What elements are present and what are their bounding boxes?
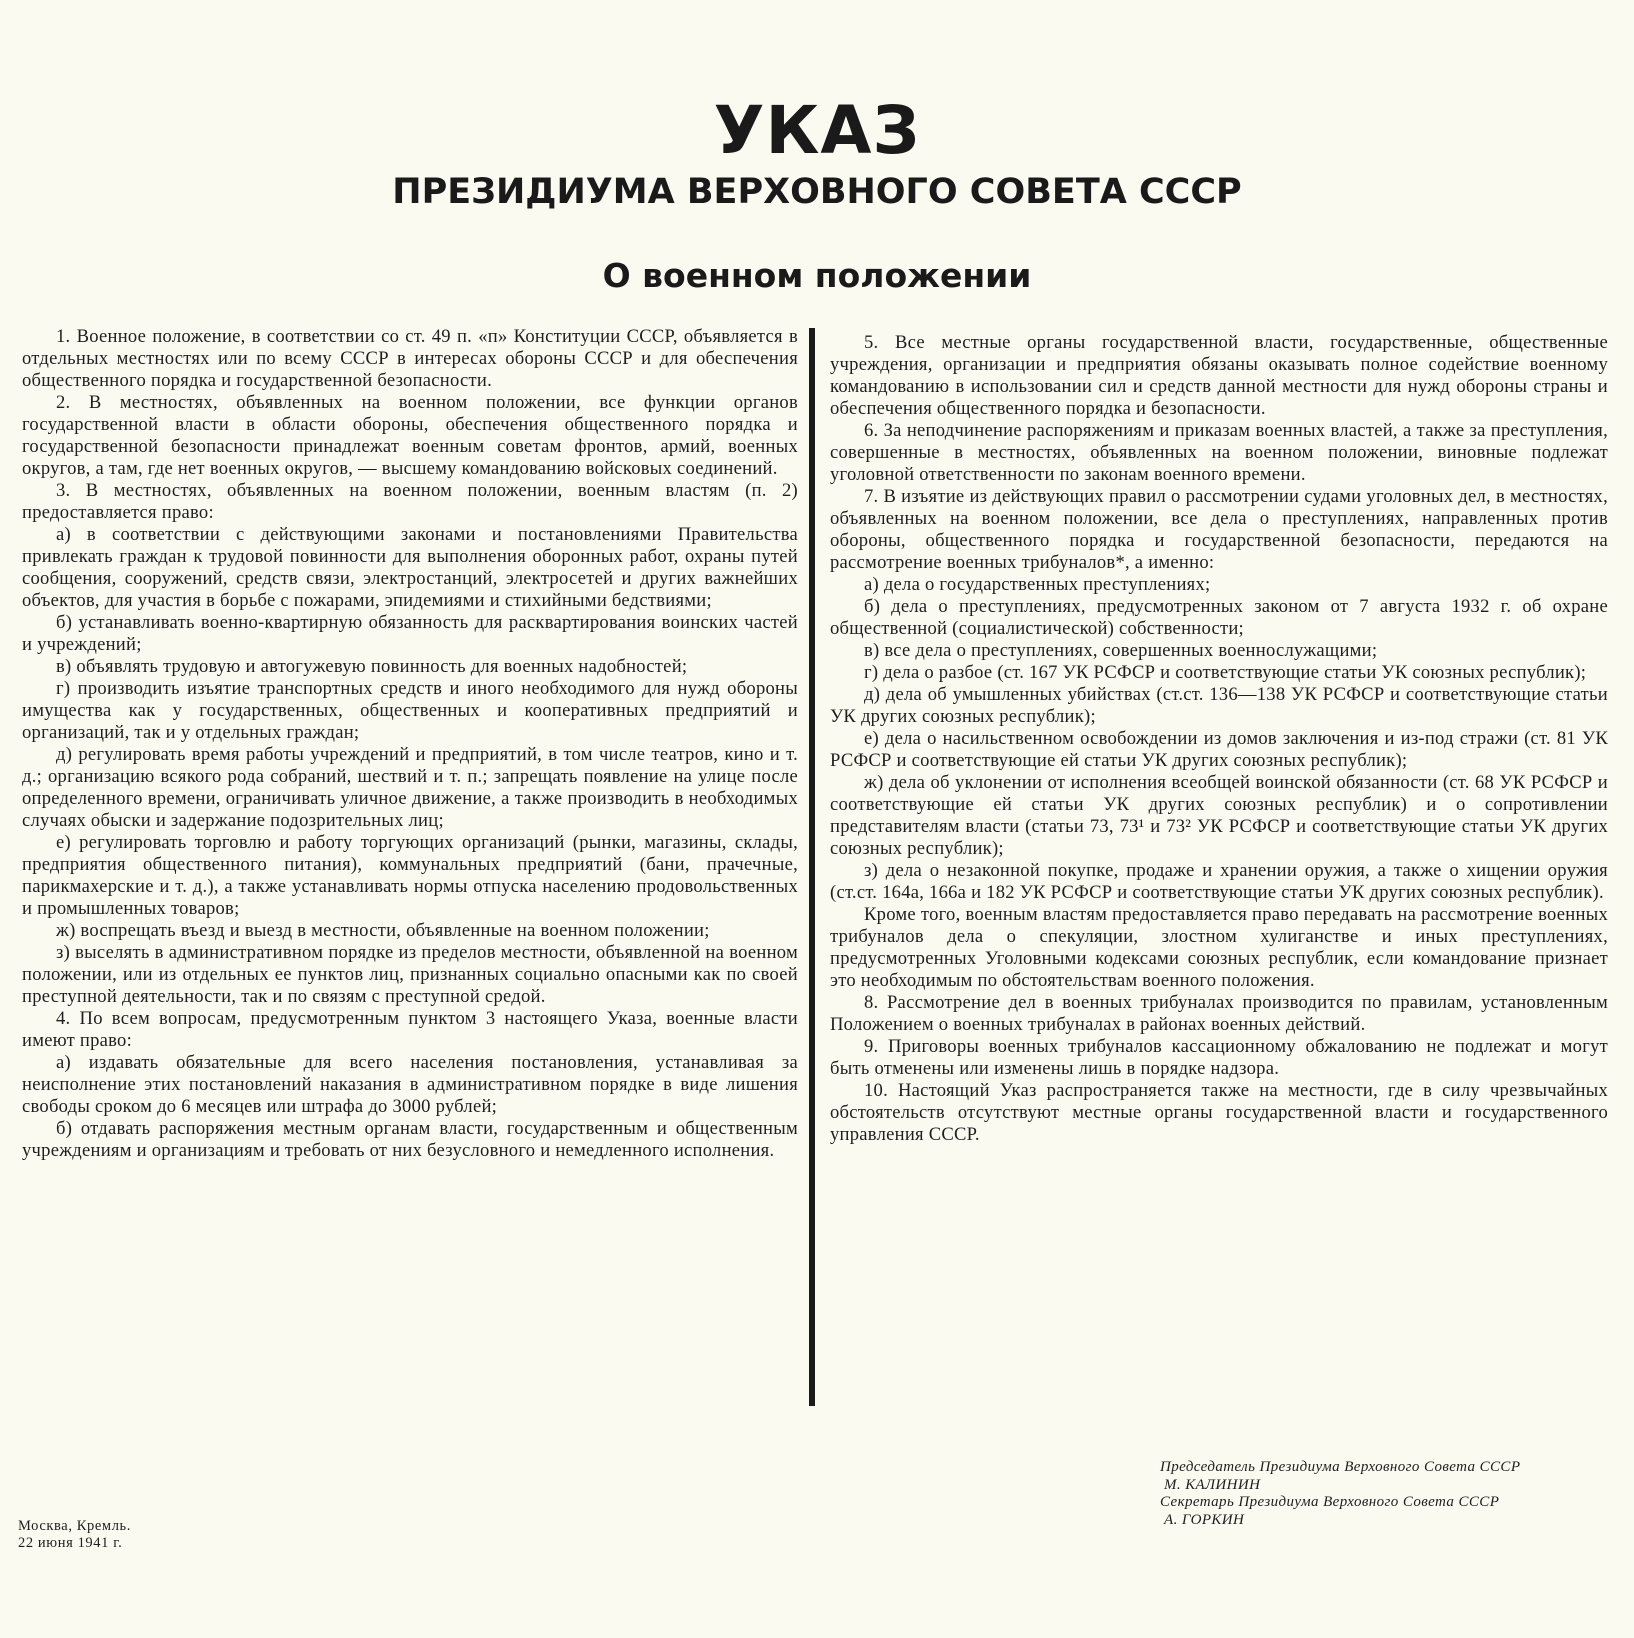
signatures	[1160, 1459, 1520, 1529]
paragraph: Кроме того, военным властям предоставляется право передавать на рассмотрение военных трибуналов дела о спекуляции, злостном хулиганстве и иных преступлениях, предусмотренных Уголовными кодексами союзных республик, если командование признает это необходимым по обстоятельствам военного положения.	[830, 904, 1608, 991]
paragraph: 8. Рассмотрение дел в военных трибуналах производится по правилам, установленным Положением о военных трибуналах в районах военных действий.	[830, 992, 1608, 1035]
paragraph: е) дела о насильственном освобождении из домов заключения и из-под стражи (ст. 81 УК РСФСР и соответствующие ей статьи УК других союзных республик);	[830, 728, 1608, 771]
secretary-title: Секретарь Президиума Верховного Совета СССР	[1160, 1494, 1500, 1510]
paragraph: ж) дела об уклонении от исполнения всеобщей воинской обязанности (ст. 68 УК РСФСР и соответствующие ей статьи УК других союзных республик) и о сопротивлении представителям власти (статьи 73, 73¹ и 73² УК РСФСР и соответствующие статьи УК других союзных республик);	[830, 772, 1608, 859]
paragraph: 9. Приговоры военных трибуналов кассационному обжалованию не подлежат и могут быть отменены или изменены лишь в порядке надзора.	[830, 1036, 1608, 1079]
paragraph: ж) воспрещать въезд и выезд в местности, объявленные на военном положении;	[56, 920, 710, 941]
paragraph: 10. Настоящий Указ распространяется также на местности, где в силу чрезвычайных обстоятельств отсутствуют местные органы государственной власти и государственного управления СССР.	[830, 1080, 1608, 1145]
place-and-date	[18, 1518, 131, 1552]
paragraph: б) отдавать распоряжения местным органам власти, государственным и общественным учреждениям и организациям и требовать от них безусловного и немедленного исполнения.	[22, 1118, 798, 1161]
paragraph: а) дела о государственных преступлениях;	[864, 574, 1211, 595]
right-column	[830, 332, 1608, 1146]
date: 22 июня 1941 г.	[18, 1535, 123, 1551]
secretary-name: А. ГОРКИН	[1164, 1511, 1245, 1528]
paragraph: б) устанавливать военно-квартирную обязанность для расквартирования воинских частей и учреждений;	[22, 612, 798, 655]
document-header	[0, 92, 1634, 296]
paragraph: а) в соответствии с действующими законами и постановлениями Правительства привлекать граждан к трудовой повинности для выполнения оборонных работ, охраны путей сообщения, сооружений, средств связи, электростанций, электросетей и других важнейших объектов, для участия в борьбе с пожарами, эпидемиями и стихийными бедствиями;	[22, 524, 798, 611]
document-subtitle: ПРЕЗИДИУМА ВЕРХОВНОГО СОВЕТА СССР	[392, 172, 1242, 212]
paragraph: 2. В местностях, объявленных на военном положении, все функции органов государственной власти в области обороны, обеспечения общественного порядка и государственной безопасности принадлежат военным советам фронтов, армий, военных округов, а там, где нет военных округов, — высшему командованию войсковых соединений.	[22, 392, 798, 479]
paragraph: д) регулировать время работы учреждений и предприятий, в том числе театров, кино и т. д.; организацию всякого рода собраний, шествий и т. п.; запрещать появление на улице после определенного времени, ограничивать уличное движение, а также производить в необходимых случаях обыски и задержание подозрительных лиц;	[22, 744, 798, 831]
paragraph: г) производить изъятие транспортных средств и иного необходимого для нужд обороны имущества как у государственных, общественных и кооперативных предприятий и организаций, так и у отдельных граждан;	[22, 678, 798, 743]
paragraph: з) выселять в административном порядке из пределов местности, объявленной на военном положении, или из отдельных ее пунктов лиц, признанных социально опасными как по своей преступной деятельности, так и по связям с преступной средой.	[22, 942, 798, 1007]
paragraph: 4. По всем вопросам, предусмотренным пунктом 3 настоящего Указа, военные власти имеют право:	[22, 1008, 798, 1051]
paragraph: а) издавать обязательные для всего населения постановления, устанавливая за неисполнение этих постановлений наказания в административном порядке в виде лишения свободы сроком до 6 месяцев или штрафа до 3000 рублей;	[22, 1052, 798, 1117]
paragraph: з) дела о незаконной покупке, продаже и хранении оружия, а также о хищении оружия (ст.ст. 164а, 166а и 182 УК РСФСР и соответствующие статьи УК других союзных республик).	[830, 860, 1608, 903]
paragraph: г) дела о разбое (ст. 167 УК РСФСР и соответствующие статьи УК союзных республик);	[864, 662, 1587, 683]
chairman-name: М. КАЛИНИН	[1164, 1476, 1261, 1493]
paragraph: 1. Военное положение, в соответствии со ст. 49 п. «п» Конституции СССР, объявляется в отдельных местностях или по всему СССР в интересах обороны СССР и для обеспечения общественного порядка и государственной безопасности.	[22, 326, 798, 391]
paragraph: д) дела об умышленных убийствах (ст.ст. 136—138 УК РСФСР и соответствующие статьи УК других союзных республик);	[830, 684, 1608, 727]
document-title: УКАЗ	[713, 92, 921, 169]
chairman-title: Председатель Президиума Верховного Совета СССР	[1160, 1459, 1521, 1475]
paragraph: в) объявлять трудовую и автогужевую повинность для военных надобностей;	[56, 656, 688, 677]
paragraph: б) дела о преступлениях, предусмотренных законом от 7 августа 1932 г. об охране общественной (социалистической) собственности;	[830, 596, 1608, 639]
paragraph: 3. В местностях, объявленных на военном положении, военным властям (п. 2) предоставляется право:	[22, 480, 798, 523]
paragraph: 7. В изъятие из действующих правил о рассмотрении судами уголовных дел, в местностях, объявленных на военном положении, все дела о преступлениях, направленных против обороны, общественного порядка и государственной безопасности, передаются на рассмотрение военных трибуналов*, а именно:	[830, 486, 1608, 573]
left-column	[22, 326, 798, 1162]
document-topic: О военном положении	[602, 256, 1032, 295]
paragraph: 5. Все местные органы государственной власти, государственные, общественные учреждения, организации и предприятия обязаны оказывать полное содействие военному командованию в использовании сил и средств данной местности для нужд обороны страны и обеспечения общественного порядка и безопасности.	[830, 332, 1608, 419]
column-divider	[809, 328, 815, 1406]
paragraph: 6. За неподчинение распоряжениям и приказам военных властей, а также за преступления, совершенные в местностях, объявленных на военном положении, виновные подлежат уголовной ответственности по законам военного времени.	[830, 420, 1608, 485]
paragraph: в) все дела о преступлениях, совершенных военнослужащими;	[864, 640, 1378, 661]
paragraph: е) регулировать торговлю и работу торгующих организаций (рынки, магазины, склады, предприятия общественного питания), коммунальных предприятий (бани, прачечные, парикмахерские и т. д.), а также устанавливать нормы отпуска населению продовольственных и промышленных товаров;	[22, 832, 798, 919]
place: Москва, Кремль.	[18, 1518, 131, 1534]
